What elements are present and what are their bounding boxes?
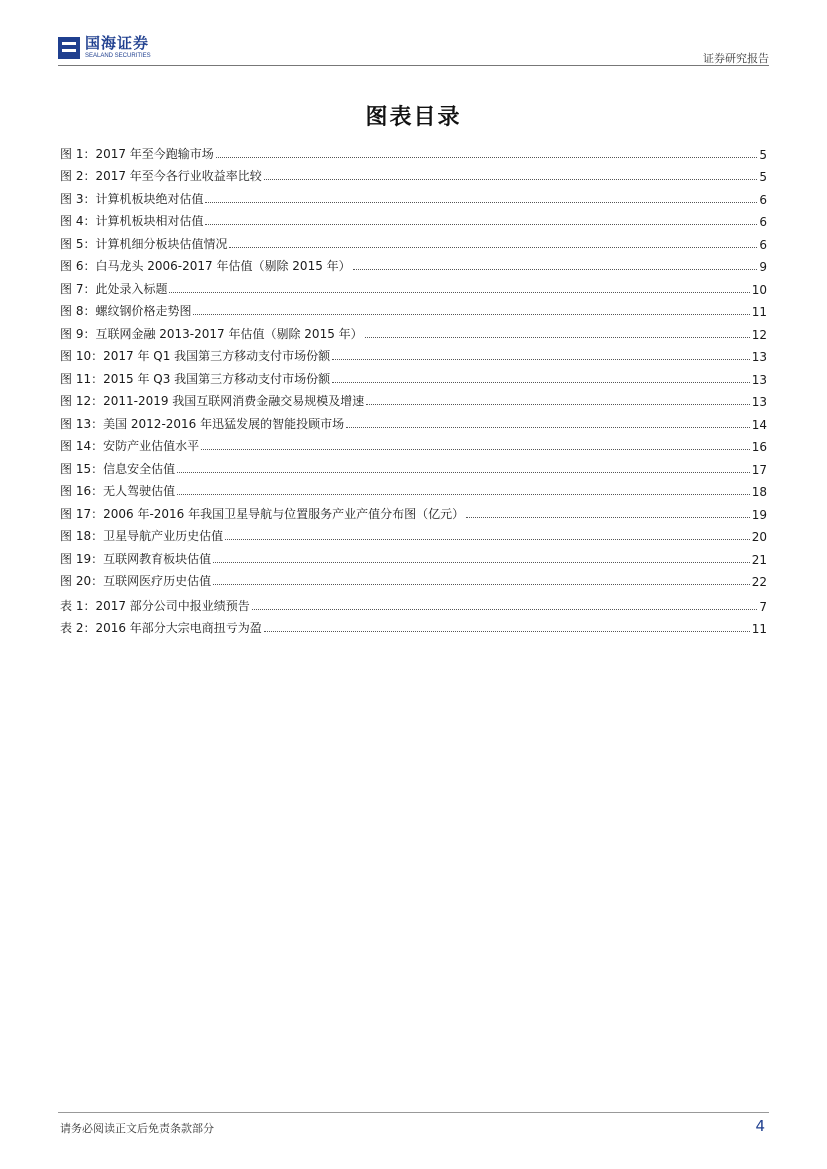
toc-page-number: 18 [751,485,767,499]
toc-entry[interactable] [60,297,767,320]
toc-page-number: 6 [759,192,767,207]
toc-page-number: 14 [751,417,767,432]
toc-label: 图 15：信息安全估值 [60,461,176,476]
logo-mark-icon [58,37,80,59]
toc-entry[interactable] [60,477,767,500]
toc-entry[interactable] [60,409,767,432]
toc-label: 图 17：2006 年-2016 年我国卫星导航与位置服务产业产值分布图（亿元） [60,506,465,521]
toc-page-number: 16 [751,440,767,454]
page-header [0,0,827,70]
toc-leader [193,314,749,315]
toc-label: 图 5：计算机细分板块估值情况 [60,236,228,251]
toc-leader [205,202,757,203]
toc-leader [466,517,750,518]
toc-leader [229,247,757,248]
toc-entry[interactable] [60,274,767,297]
toc-page-number: 13 [751,372,767,387]
toc-label: 图 14：安防产业估值水平 [60,439,200,453]
toc-page-number: 10 [751,282,767,297]
toc-page-number: 5 [759,147,767,162]
toc-label: 图 11：2015 年 Q3 我国第三方移动支付市场份额 [60,371,331,386]
toc-entry[interactable] [60,544,767,567]
toc-leader [169,292,749,293]
toc-leader [252,609,758,610]
toc-entry[interactable] [60,162,767,185]
toc-leader [346,427,750,428]
toc-leader [201,449,750,450]
toc-entry[interactable] [60,567,767,590]
toc-leader [213,584,750,585]
toc-entry[interactable] [60,207,767,230]
toc-label: 图 9：互联网金融 2013-2017 年估值（剔除 2015 年） [60,326,363,341]
footer-divider [58,1112,769,1113]
toc-leader [225,539,750,540]
toc-label: 图 10：2017 年 Q1 我国第三方移动支付市场份额 [60,349,331,363]
toc-label: 图 16：无人驾驶估值 [60,484,176,498]
toc-entry[interactable] [60,139,767,162]
toc-label: 图 19：互联网教育板块估值 [60,551,212,566]
toc-page-number: 11 [751,622,767,636]
toc-entry[interactable] [60,591,767,614]
toc-label: 图 18：卫星导航产业历史估值 [60,529,224,543]
toc-page-number: 22 [751,575,767,589]
toc-page-number: 6 [759,237,767,252]
toc-page-number: 19 [751,507,767,522]
toc-label: 表 2：2016 年部分大宗电商扭亏为盈 [60,621,262,635]
toc-page-number: 21 [751,552,767,567]
toc-entry[interactable] [60,184,767,207]
toc-entry[interactable] [60,522,767,545]
toc-page-number: 17 [751,462,767,477]
toc-entry[interactable] [60,499,767,522]
toc-label: 图 3：计算机板块绝对估值 [60,191,204,206]
toc-entry[interactable] [60,432,767,455]
toc-label: 图 6：白马龙头 2006-2017 年估值（剔除 2015 年） [60,259,351,273]
disclaimer-note: 请务必阅读正文后免责条款部分 [60,1122,214,1135]
toc-entry[interactable] [60,454,767,477]
toc-page-number: 6 [759,215,767,229]
toc-entry[interactable] [60,342,767,365]
header-divider [58,65,769,66]
toc-leader [366,404,749,405]
toc-entry[interactable] [60,252,767,275]
toc-leader [177,494,750,495]
toc-page-number: 7 [759,599,767,614]
toc-label: 图 7：此处录入标题 [60,281,168,296]
toc-leader [177,472,750,473]
toc-label: 图 4：计算机板块相对估值 [60,214,204,228]
toc-label: 图 8：螺纹钢价格走势图 [60,304,192,318]
toc-leader [332,359,750,360]
toc-leader [213,562,750,563]
table-list [60,591,767,636]
toc-entry[interactable] [60,229,767,252]
figure-list [60,139,767,589]
toc-label: 图 20：互联网医疗历史估值 [60,574,212,588]
toc-page-number: 9 [759,260,767,274]
report-type: 证券研究报告 [703,52,769,65]
toc-leader [264,631,750,632]
toc-entry[interactable] [60,614,767,637]
toc-leader [264,179,758,180]
toc-label: 图 13：美国 2012-2016 年迅猛发展的智能投顾市场 [60,416,345,431]
toc-label: 图 12：2011-2019 我国互联网消费金融交易规模及增速 [60,394,365,408]
toc-label: 表 1：2017 部分公司中报业绩预告 [60,598,250,613]
toc-page-number: 5 [759,170,767,184]
toc-label: 图 1：2017 年至今跑输市场 [60,146,214,161]
toc-page-number: 12 [751,327,767,342]
toc-leader [353,269,758,270]
logo-name-en: SEALAND SECURITIES [85,53,151,59]
toc-page-number: 13 [751,395,767,409]
toc-page-number: 11 [751,305,767,319]
toc-leader [205,224,757,225]
toc-page-number: 13 [751,350,767,364]
toc-leader [365,337,750,338]
toc-entry[interactable] [60,364,767,387]
page-number: 4 [755,1117,765,1135]
toc-leader [332,382,750,383]
toc-page-number: 20 [751,530,767,544]
page-title: 图表目录 [365,105,462,130]
logo-name-cn: 国海证券 [85,34,150,52]
toc-entry[interactable] [60,319,767,342]
toc-leader [216,157,758,158]
toc-label: 图 2：2017 年至今各行业收益率比较 [60,169,262,183]
toc-entry[interactable] [60,387,767,410]
company-logo [58,36,151,59]
